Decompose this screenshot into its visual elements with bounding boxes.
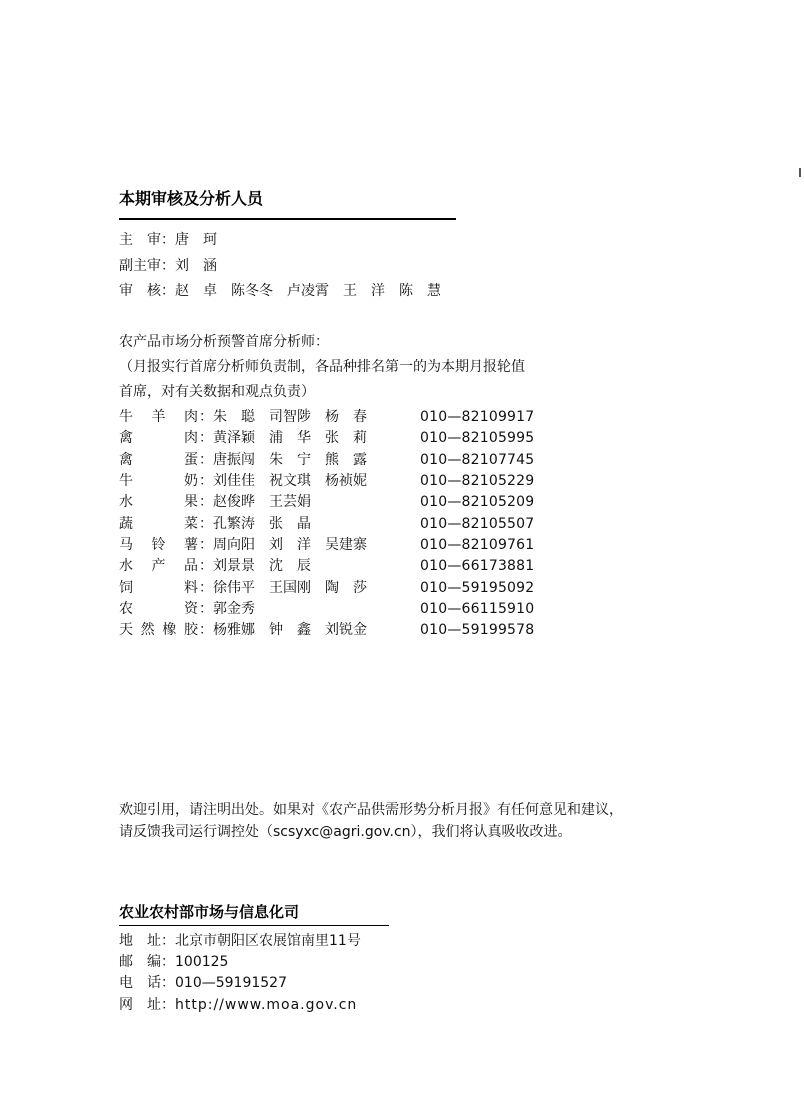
analyst-row-label: 蔬菜 xyxy=(119,516,198,532)
analyst-row-names: ：黄泽颖 浦 华 张 莉 xyxy=(199,430,367,446)
analyst-row-label: 水果 xyxy=(119,494,198,510)
analyst-row-phone: 010—82107745 xyxy=(420,452,535,468)
website-link[interactable]: http://www.moa.gov.cn xyxy=(175,997,358,1013)
analyst-row-agri-inputs xyxy=(119,600,579,618)
review-section-title: 本期审核及分析人员 xyxy=(119,189,264,208)
analysts-note-line2: 首席，对有关数据和观点负责） xyxy=(119,384,315,400)
analyst-row-rubber xyxy=(119,621,579,639)
analyst-row-poultry xyxy=(119,429,579,447)
deputy-reviewer-label: 副主审： xyxy=(119,258,175,274)
citation-line2: 请反馈我司运行调控处（scsyxc@agri.gov.cn），我们将认真吸收改进。 xyxy=(119,824,572,840)
analyst-row-eggs xyxy=(119,451,579,469)
analyst-row-phone: 010—66173881 xyxy=(420,558,535,574)
website-label: 网 址： xyxy=(119,997,175,1013)
phone-label: 电 话： xyxy=(119,975,175,991)
analyst-row-vegetables xyxy=(119,515,579,533)
review-section-rule xyxy=(119,218,456,220)
analyst-row-phone: 010—82105507 xyxy=(420,516,535,532)
analyst-row-phone: 010—82109761 xyxy=(420,537,535,553)
postcode-line xyxy=(119,953,228,971)
analyst-row-label: 牛羊肉 xyxy=(119,409,198,425)
analyst-row-milk xyxy=(119,472,579,490)
chief-reviewer-label: 主 审： xyxy=(119,232,175,248)
analyst-row-names: ：徐伟平 王国刚 陶 莎 xyxy=(199,580,367,596)
analyst-row-label: 农资 xyxy=(119,601,198,617)
analyst-row-names: ：唐振闯 朱 宁 熊 露 xyxy=(199,452,367,468)
analyst-row-label: 水产品 xyxy=(119,558,198,574)
analyst-row-phone: 010—59199578 xyxy=(420,622,535,638)
analyst-row-names: ：杨雅娜 钟 鑫 刘锐金 xyxy=(199,622,367,638)
analyst-row-names: ：赵俊晔 王芸娟 xyxy=(199,494,311,510)
department-title: 农业农村部市场与信息化司 xyxy=(119,903,300,921)
analyst-row-names: ：刘景景 沈 辰 xyxy=(199,558,311,574)
analyst-row-label: 牛奶 xyxy=(119,473,198,489)
analyst-row-feed xyxy=(119,579,579,597)
deputy-reviewer-line xyxy=(119,257,217,275)
postcode-value: 100125 xyxy=(175,954,229,970)
address-value: 北京市朝阳区农展馆南里11号 xyxy=(175,933,361,949)
analyst-row-phone: 010—82105995 xyxy=(420,430,535,446)
analyst-row-label: 饲料 xyxy=(119,580,198,596)
analyst-row-beef-mutton xyxy=(119,408,579,426)
address-line xyxy=(119,932,361,950)
reviewers-line xyxy=(119,282,441,300)
citation-line1: 欢迎引用，请注明出处。如果对《农产品供需形势分析月报》有任何意见和建议， xyxy=(119,802,623,818)
analyst-row-label: 天然橡胶 xyxy=(119,622,198,638)
address-label: 地 址： xyxy=(119,933,175,949)
postcode-label: 邮 编： xyxy=(119,954,175,970)
analysts-heading: 农产品市场分析预警首席分析师： xyxy=(119,334,329,350)
phone-value: 010—59191527 xyxy=(175,975,287,991)
website-line xyxy=(119,996,357,1014)
analyst-row-phone: 010—82109917 xyxy=(420,409,535,425)
reviewers-names: 赵 卓 陈冬冬 卢凌霄 王 洋 陈 慧 xyxy=(175,283,441,299)
department-rule xyxy=(119,925,389,926)
analyst-row-names: ：刘佳佳 祝文琪 杨祯妮 xyxy=(199,473,367,489)
analyst-row-label: 马铃薯 xyxy=(119,537,198,553)
analyst-row-names: ：朱 聪 司智陟 杨 春 xyxy=(199,409,367,425)
chief-reviewer-names: 唐 珂 xyxy=(175,232,217,248)
analysts-note-line1: （月报实行首席分析师负责制，各品种排名第一的为本期月报轮值 xyxy=(119,359,525,375)
analyst-row-phone: 010—82105209 xyxy=(420,494,535,510)
reviewers-label: 审 核： xyxy=(119,283,175,299)
analyst-row-phone: 010—66115910 xyxy=(420,601,535,617)
chief-reviewer-line xyxy=(119,231,217,249)
analyst-row-phone: 010—82105229 xyxy=(420,473,535,489)
analyst-row-names: ：周向阳 刘 洋 吴建寨 xyxy=(199,537,367,553)
analyst-row-fruit xyxy=(119,493,579,511)
analyst-row-label: 禽肉 xyxy=(119,430,198,446)
analyst-row-phone: 010—59195092 xyxy=(420,580,535,596)
analyst-row-aquatic xyxy=(119,557,579,575)
analyst-row-names: ：孔繁涛 张 晶 xyxy=(199,516,311,532)
page-edge-mark xyxy=(799,168,801,177)
analyst-row-label: 禽蛋 xyxy=(119,452,198,468)
analyst-row-names: ：郭金秀 xyxy=(199,601,255,617)
analyst-row-potato xyxy=(119,536,579,554)
phone-line xyxy=(119,974,287,992)
deputy-reviewer-names: 刘 涵 xyxy=(175,258,217,274)
